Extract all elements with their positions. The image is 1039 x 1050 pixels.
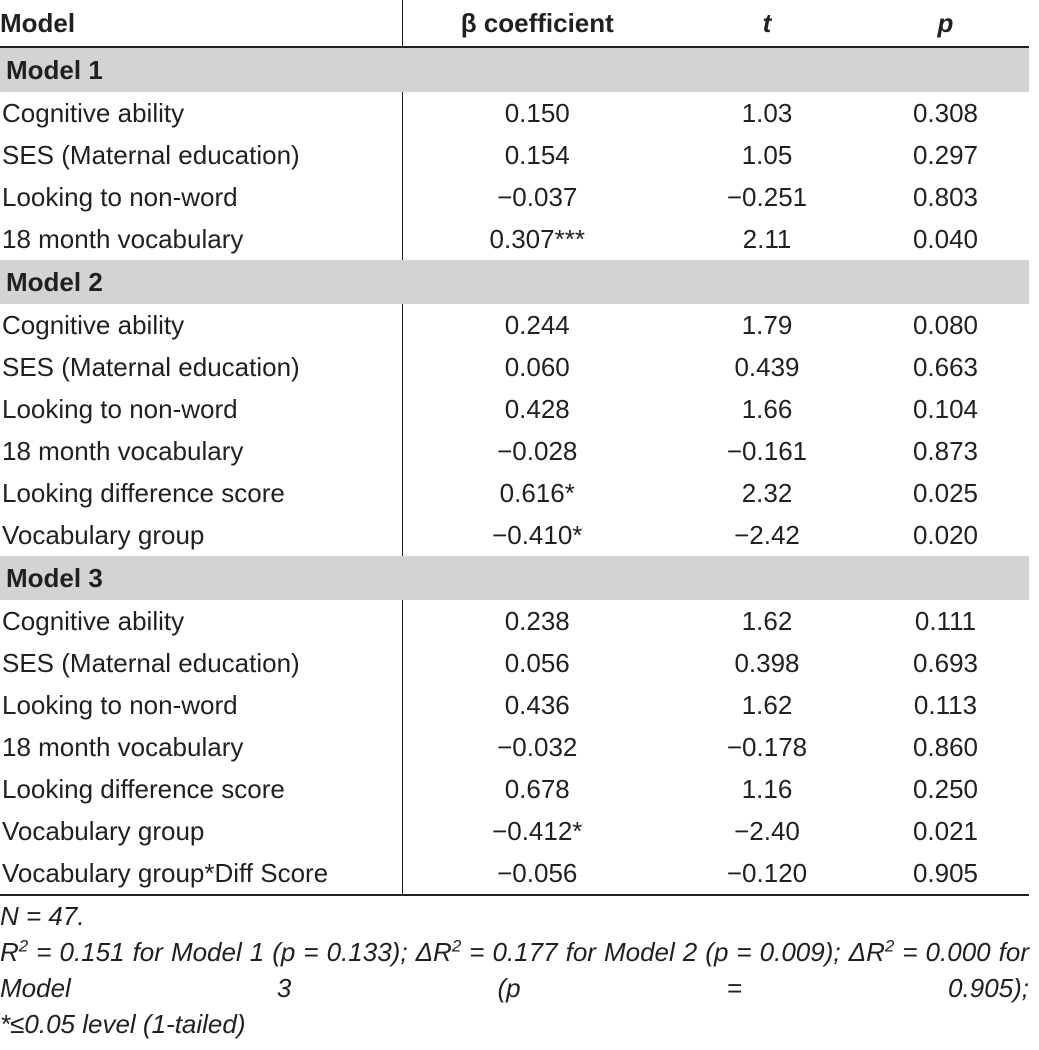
table-row <box>0 810 1029 852</box>
t-cell: −2.42 <box>734 520 800 550</box>
beta-cell: 0.244 <box>504 310 570 340</box>
p-cell: 0.250 <box>912 774 979 804</box>
beta-cell: 0.056 <box>504 648 570 678</box>
table-row <box>0 642 1029 684</box>
header-t: t <box>672 0 862 47</box>
t-cell: 1.05 <box>741 140 793 170</box>
predictor-cell: Vocabulary group <box>0 514 402 556</box>
p-cell: 0.025 <box>912 478 979 508</box>
header-p: p <box>862 0 1029 47</box>
section-row <box>0 260 1029 304</box>
p-cell: 0.113 <box>913 690 978 720</box>
p-cell: 0.104 <box>912 394 979 424</box>
table-row <box>0 472 1029 514</box>
header-row <box>0 0 1029 47</box>
note-r-squared: $R^2 = 0.151$ for Model 1 (p = 0.133); $\Delta R^2 = 0.177$ for Model 2 (p = 0.009); $\Delta R^2 = 0.000$ for Model 3 (p = 0.905); <box>0 936 1029 1003</box>
t-cell: 1.62 <box>741 606 793 636</box>
table-row <box>0 388 1029 430</box>
p-cell: 0.080 <box>912 310 979 340</box>
beta-cell: −0.028 <box>497 436 578 466</box>
beta-cell: 0.678 <box>504 774 570 804</box>
beta-cell: 0.436 <box>504 690 570 720</box>
p-cell: 0.693 <box>912 648 979 678</box>
section-title: Model 3 <box>0 556 1029 600</box>
t-cell: 1.62 <box>741 690 793 720</box>
beta-cell: 0.150 <box>504 98 570 128</box>
table-row <box>0 304 1029 346</box>
predictor-cell: Cognitive ability <box>0 304 402 346</box>
table-row <box>0 134 1029 176</box>
beta-cell: 0.060 <box>504 352 570 382</box>
p-cell: 0.663 <box>912 352 979 382</box>
predictor-cell: SES (Maternal education) <box>0 346 402 388</box>
predictor-cell: Looking difference score <box>0 768 402 810</box>
predictor-cell: 18 month vocabulary <box>0 726 402 768</box>
beta-cell: −0.412* <box>492 816 583 846</box>
predictor-cell: 18 month vocabulary <box>0 218 402 260</box>
t-cell: 0.439 <box>734 352 800 382</box>
t-cell: 1.03 <box>741 98 793 128</box>
p-cell: 0.040 <box>912 224 979 254</box>
table-row <box>0 768 1029 810</box>
table-row <box>0 430 1029 472</box>
predictor-cell: Cognitive ability <box>0 600 402 642</box>
table-row <box>0 92 1029 134</box>
t-cell: 2.32 <box>741 478 793 508</box>
note-sample-size: N = 47. <box>0 901 85 931</box>
table-row <box>0 218 1029 260</box>
section-title: Model 2 <box>0 260 1029 304</box>
p-cell: 0.111 <box>914 606 977 636</box>
table-row <box>0 514 1029 556</box>
note-significance: *≤0.05 level (1-tailed) <box>0 1009 246 1039</box>
t-cell: 0.398 <box>734 648 800 678</box>
predictor-cell: SES (Maternal education) <box>0 134 402 176</box>
section-row <box>0 47 1029 92</box>
table-row <box>0 600 1029 642</box>
table-notes <box>0 898 1029 1042</box>
t-cell: 1.66 <box>741 394 793 424</box>
predictor-cell: Looking difference score <box>0 472 402 514</box>
t-cell: −0.161 <box>726 436 808 466</box>
p-cell: 0.803 <box>912 182 979 212</box>
section-row <box>0 556 1029 600</box>
p-cell: 0.297 <box>912 140 979 170</box>
beta-cell: 0.307*** <box>489 224 585 254</box>
p-cell: 0.905 <box>862 852 1029 895</box>
table-row <box>0 726 1029 768</box>
t-cell: 1.79 <box>741 310 793 340</box>
t-cell: −2.40 <box>734 816 800 846</box>
header-beta: β coefficient <box>402 0 672 47</box>
beta-cell: −0.032 <box>497 732 578 762</box>
t-cell: 2.11 <box>742 224 792 254</box>
section-title: Model 1 <box>0 47 1029 92</box>
predictor-cell: SES (Maternal education) <box>0 642 402 684</box>
p-cell: 0.021 <box>912 816 979 846</box>
p-cell: 0.020 <box>912 520 979 550</box>
t-cell: −0.178 <box>726 732 808 762</box>
predictor-cell: Looking to non-word <box>0 176 402 218</box>
p-cell: 0.308 <box>912 98 979 128</box>
table-row <box>0 346 1029 388</box>
beta-cell: −0.410* <box>492 520 583 550</box>
t-cell: −0.120 <box>672 852 862 895</box>
t-cell: −0.251 <box>726 182 808 212</box>
beta-cell: 0.616* <box>499 478 575 508</box>
predictor-cell: Looking to non-word <box>0 388 402 430</box>
beta-cell: −0.037 <box>497 182 578 212</box>
beta-cell: 0.428 <box>504 394 570 424</box>
predictor-cell: Vocabulary group <box>0 810 402 852</box>
p-cell: 0.873 <box>912 436 979 466</box>
table-row <box>0 684 1029 726</box>
predictor-cell: 18 month vocabulary <box>0 430 402 472</box>
beta-cell: 0.154 <box>504 140 570 170</box>
table-row <box>0 176 1029 218</box>
predictor-cell: Vocabulary group*Diff Score <box>0 852 402 895</box>
table-row <box>0 852 1029 895</box>
p-cell: 0.860 <box>912 732 979 762</box>
t-cell: 1.16 <box>741 774 793 804</box>
predictor-cell: Looking to non-word <box>0 684 402 726</box>
beta-cell: −0.056 <box>402 852 672 895</box>
beta-cell: 0.238 <box>504 606 570 636</box>
header-model: Model <box>0 0 402 47</box>
predictor-cell: Cognitive ability <box>0 92 402 134</box>
